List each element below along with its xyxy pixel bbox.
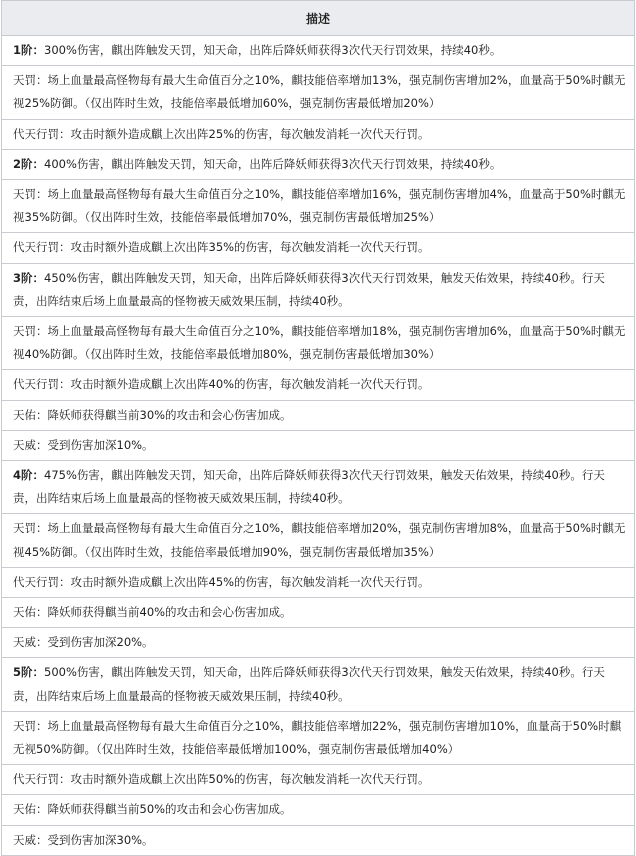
row-text: 天罚：场上血量最高怪物每有最大生命值百分之10%，麒技能倍率增加22%，强克制伤害增加10%，血量高于50%时麒无视50%防御。（仅出阵时生效，技能倍率最低增加100%，强克制伤害最低增加40%） [13, 718, 622, 757]
row-text: 475%伤害，麒出阵触发天罚，知天命，出阵后降妖师获得3次代天行罚效果，触发天佑效果，持续40秒。行天责，出阵结束后场上血量最高的怪物被天威效果压制，持续40秒。 [13, 468, 605, 506]
tier-label: 1阶： [13, 43, 45, 57]
row-text: 天佑：降妖师获得麒当前30%的攻击和会心伤害加成。 [13, 407, 292, 422]
row-text: 代天行罚：攻击时额外造成麒上次出阵45%的伤害，每次触发消耗一次代天行罚。 [13, 574, 430, 589]
table-row [2, 461, 634, 514]
row-text: 天罚：场上血量最高怪物每有最大生命值百分之10%，麒技能倍率增加20%，强克制伤害增加8%，血量高于50%时麒无视45%防御。（仅出阵时生效，技能倍率最低增加90%，强克制伤害最低增加35%） [13, 521, 626, 559]
tier-label: 5阶： [13, 665, 45, 680]
row-text: 天威：受到伤害加深30%。 [13, 832, 154, 847]
table-row [2, 264, 634, 317]
table-row [2, 712, 634, 765]
row-text: 代天行罚：攻击时额外造成麒上次出阵35%的伤害，每次触发消耗一次代天行罚。 [13, 240, 430, 255]
table-row [2, 514, 634, 567]
table-row [2, 317, 634, 370]
table-row [2, 370, 634, 400]
row-text: 天罚：场上血量最高怪物每有最大生命值百分之10%，麒技能倍率增加13%，强克制伤害增加2%，血量高于50%时麒无视25%防御。（仅出阵时生效，技能倍率最低增加60%，强克制伤害最低增加20%） [13, 73, 626, 111]
table-body [2, 36, 634, 856]
table-row [2, 658, 634, 711]
row-text: 代天行罚：攻击时额外造成麒上次出阵25%的伤害，每次触发消耗一次代天行罚。 [13, 126, 430, 141]
table-row [2, 765, 634, 795]
table-row [2, 233, 634, 263]
table-row [2, 36, 634, 66]
row-text: 500%伤害，麒出阵触发天罚，知天命，出阵后降妖师获得3次代天行罚效果，触发天佑效果，持续40秒。行天责，出阵结束后场上血量最高的怪物被天威效果压制，持续40秒。 [13, 665, 605, 703]
table-row [2, 431, 634, 461]
description-table [1, 0, 635, 856]
row-text: 450%伤害，麒出阵触发天罚，知天命，出阵后降妖师获得3次代天行罚效果，触发天佑效果，持续40秒。行天责，出阵结束后场上血量最高的怪物被天威效果压制，持续40秒。 [13, 270, 605, 308]
row-text: 天威：受到伤害加深10%。 [13, 437, 154, 452]
row-text: 天罚：场上血量最高怪物每有最大生命值百分之10%，麒技能倍率增加16%，强克制伤害增加4%，血量高于50%时麒无视35%防御。（仅出阵时生效，技能倍率最低增加70%，强克制伤害最低增加25%） [13, 187, 626, 225]
row-text: 天佑：降妖师获得麒当前40%的攻击和会心伤害加成。 [13, 605, 292, 620]
tier-label: 2阶： [13, 156, 45, 171]
row-text: 天佑：降妖师获得麒当前50%的攻击和会心伤害加成。 [13, 802, 292, 817]
table-row [2, 568, 634, 598]
table-row [2, 150, 634, 180]
table-row [2, 826, 634, 856]
table-row [2, 180, 634, 233]
row-text: 天罚：场上血量最高怪物每有最大生命值百分之10%，麒技能倍率增加18%，强克制伤害增加6%，血量高于50%时麒无视40%防御。（仅出阵时生效，技能倍率最低增加80%，强克制伤害最低增加30%） [13, 324, 626, 362]
table-row [2, 598, 634, 628]
table-row [2, 401, 634, 431]
tier-label: 4阶： [13, 468, 45, 483]
table-row [2, 66, 634, 119]
row-text: 天威：受到伤害加深20%。 [13, 635, 154, 650]
row-text: 代天行罚：攻击时额外造成麒上次出阵50%的伤害，每次触发消耗一次代天行罚。 [13, 772, 430, 787]
row-text: 代天行罚：攻击时额外造成麒上次出阵40%的伤害，每次触发消耗一次代天行罚。 [13, 377, 430, 392]
table-row [2, 795, 634, 825]
row-text: 300%伤害，麒出阵触发天罚，知天命，出阵后降妖师获得3次代天行罚效果，持续40秒。 [44, 43, 502, 57]
table-row [2, 120, 634, 150]
table-row [2, 628, 634, 658]
tier-label: 3阶： [13, 270, 45, 285]
row-text: 400%伤害，麒出阵触发天罚，知天命，出阵后降妖师获得3次代天行罚效果，持续40秒。 [44, 156, 502, 171]
table-header: 描述 [2, 1, 634, 36]
